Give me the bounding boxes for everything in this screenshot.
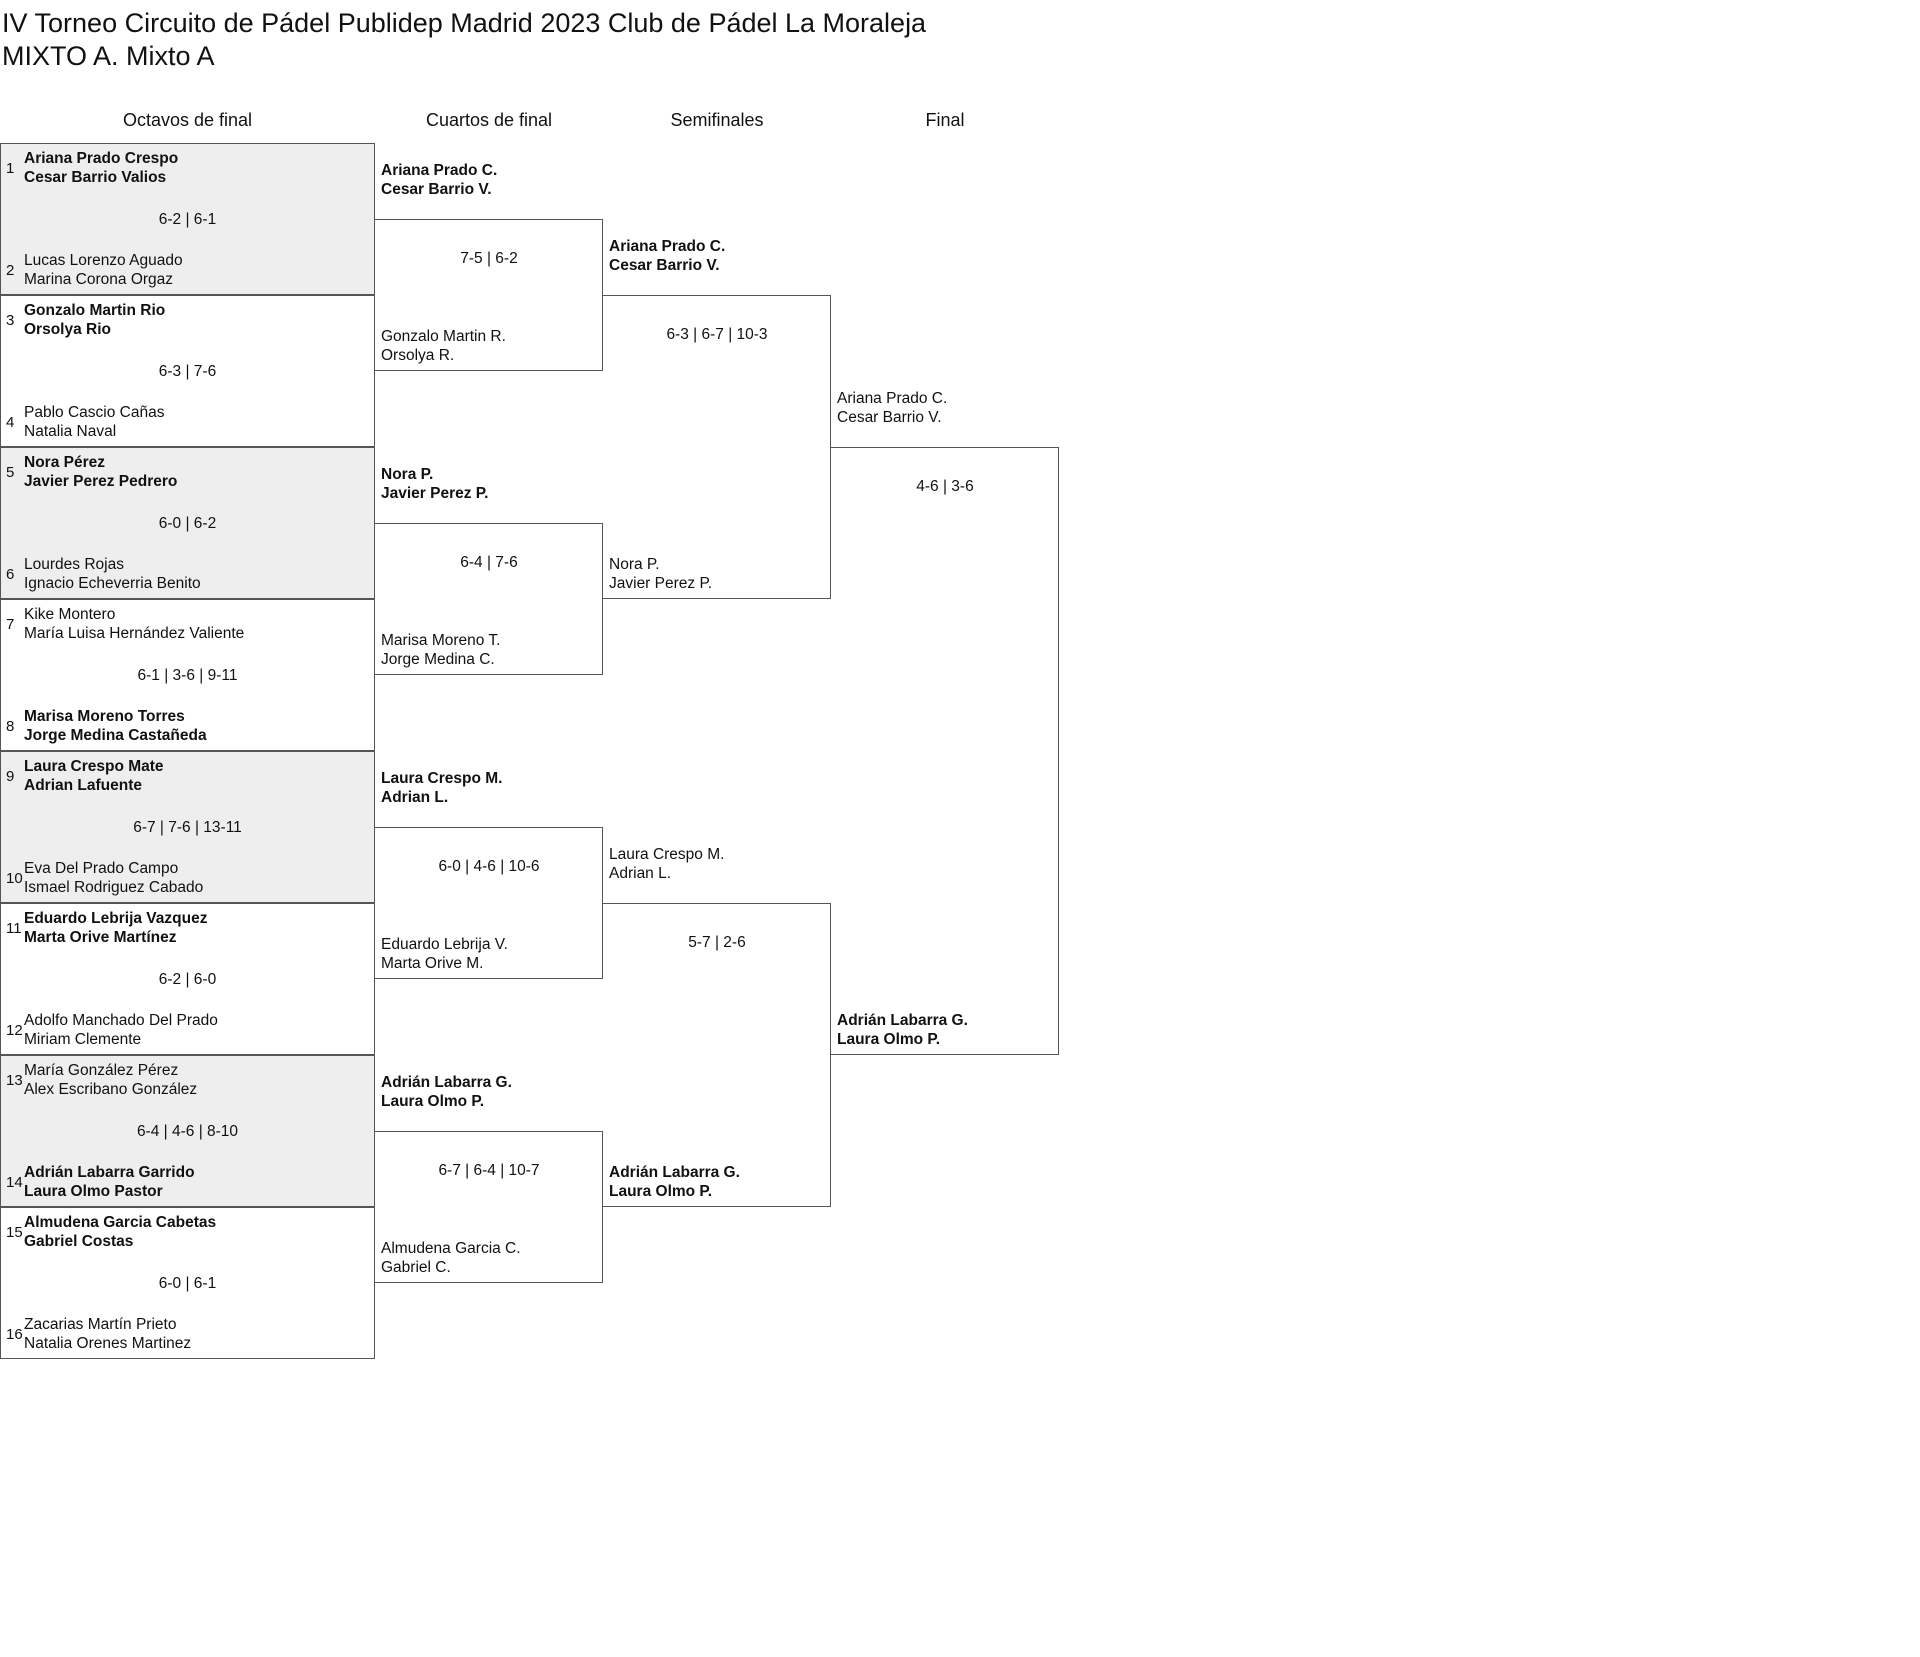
seed-number: 16 (6, 1326, 23, 1343)
team-pair (24, 251, 183, 289)
team-pair (381, 465, 488, 503)
player-name: Marisa Moreno T. (381, 632, 501, 649)
player-name: Javier Perez P. (381, 485, 489, 502)
seed-number: 15 (6, 1224, 23, 1241)
player-name: Adrián Labarra G. (609, 1164, 740, 1181)
player-name: Ismael Rodriguez Cabado (24, 879, 204, 896)
player-name: Gonzalo Martin Rio (24, 302, 166, 319)
player-name: Marina Corona Orgaz (24, 271, 174, 288)
team-pair (24, 859, 203, 897)
player-name: María Luisa Hernández Valiente (24, 625, 245, 642)
player-name: Lourdes Rojas (24, 556, 124, 573)
player-name: Cesar Barrio Valios (24, 169, 167, 186)
round-header-final: Final (925, 110, 965, 130)
player-name: Ariana Prado C. (609, 238, 726, 255)
player-name: Natalia Orenes Martinez (24, 1335, 192, 1352)
team-pair (381, 631, 500, 669)
player-name: Orsolya Rio (24, 321, 111, 338)
player-name: Adrian Lafuente (24, 777, 142, 794)
team-pair (24, 301, 165, 339)
match-score: 4-6 | 3-6 (916, 478, 974, 495)
player-name: Gabriel C. (381, 1259, 451, 1276)
player-name: Javier Perez P. (609, 575, 713, 592)
team-pair (381, 327, 506, 365)
seed-number: 3 (6, 312, 15, 329)
player-name: Jorge Medina C. (381, 651, 495, 668)
seed-number: 14 (6, 1174, 23, 1191)
player-name: Natalia Naval (24, 423, 117, 440)
seed-number: 7 (6, 616, 15, 633)
seed-number: 4 (6, 414, 15, 431)
team-pair (24, 757, 164, 795)
team-pair (609, 237, 725, 275)
player-name: Ignacio Echeverria Benito (24, 575, 201, 592)
player-name: Cesar Barrio V. (381, 181, 492, 198)
player-name: Marta Orive Martínez (24, 929, 177, 946)
match-score: 6-0 | 6-2 (158, 515, 217, 532)
player-name: Nora P. (381, 466, 434, 483)
seed-number: 13 (6, 1072, 23, 1089)
player-name: Laura Olmo P. (609, 1183, 713, 1200)
player-name: Gabriel Costas (24, 1233, 134, 1250)
team-pair (24, 555, 201, 593)
team-pair (24, 1011, 218, 1049)
player-name: Laura Crespo M. (609, 846, 725, 863)
player-name: Marisa Moreno Torres (24, 708, 185, 725)
match-score: 6-3 | 6-7 | 10-3 (666, 326, 768, 343)
player-name: Ariana Prado C. (381, 162, 498, 179)
player-name: Lucas Lorenzo Aguado (24, 252, 183, 269)
player-name: Nora Pérez (24, 454, 105, 471)
player-name: Laura Olmo Pastor (24, 1183, 163, 1200)
seed-number: 5 (6, 464, 15, 481)
player-name: Adrián Labarra G. (837, 1012, 968, 1029)
seed-number: 1 (6, 160, 15, 177)
player-name: Orsolya R. (381, 347, 455, 364)
seed-number: 10 (6, 870, 23, 887)
player-name: Kike Montero (24, 606, 116, 623)
match-score: 6-0 | 6-1 (158, 1275, 217, 1292)
player-name: Laura Crespo M. (381, 770, 503, 787)
player-name: Javier Perez Pedrero (24, 473, 178, 490)
match-box (831, 447, 1059, 1055)
match-score: 6-1 | 3-6 | 9-11 (137, 667, 238, 684)
team-pair (24, 605, 244, 643)
team-pair (24, 1061, 197, 1099)
player-name: Miriam Clemente (24, 1031, 142, 1048)
player-name: Eduardo Lebrija Vazquez (24, 910, 208, 927)
player-name: Nora P. (609, 556, 660, 573)
player-name: Eva Del Prado Campo (24, 860, 179, 877)
player-name: Ariana Prado C. (837, 390, 948, 407)
player-name: Jorge Medina Castañeda (24, 727, 207, 744)
player-name: Eduardo Lebrija V. (381, 936, 508, 953)
seed-number: 9 (6, 768, 15, 785)
team-pair (24, 707, 207, 745)
seed-number: 2 (6, 262, 15, 279)
match-score: 6-7 | 7-6 | 13-11 (133, 819, 242, 836)
seed-number: 8 (6, 718, 15, 735)
team-pair (381, 769, 502, 807)
team-pair (837, 1011, 968, 1049)
team-pair (24, 453, 177, 491)
player-name: Marta Orive M. (381, 955, 484, 972)
player-name: Almudena Garcia C. (381, 1240, 521, 1257)
match-score: 6-0 | 4-6 | 10-6 (438, 858, 540, 875)
player-name: Alex Escribano González (24, 1081, 198, 1098)
player-name: María González Pérez (24, 1062, 179, 1079)
seed-number: 11 (6, 920, 22, 937)
match-score: 5-7 | 2-6 (688, 934, 746, 951)
player-name: Gonzalo Martin R. (381, 328, 506, 345)
team-pair (24, 403, 164, 441)
player-name: Adolfo Manchado Del Prado (24, 1012, 218, 1029)
team-pair (837, 389, 947, 427)
team-pair (609, 555, 712, 593)
team-pair (381, 1239, 521, 1277)
match-score: 6-2 | 6-0 (158, 971, 217, 988)
team-pair (24, 909, 207, 947)
match-score: 7-5 | 6-2 (460, 250, 518, 267)
team-pair (609, 1163, 740, 1201)
seed-number: 6 (6, 566, 15, 583)
player-name: Cesar Barrio V. (837, 409, 942, 426)
match-score: 6-7 | 6-4 | 10-7 (438, 1162, 540, 1179)
round-header-octavos: Octavos de final (122, 110, 253, 130)
player-name: Adrián Labarra Garrido (24, 1164, 195, 1181)
player-name: Pablo Cascio Cañas (24, 404, 165, 421)
category-title: MIXTO A. Mixto A (2, 41, 215, 71)
player-name: Laura Olmo P. (381, 1093, 485, 1110)
player-name: Zacarias Martín Prieto (24, 1316, 177, 1333)
match-score: 6-3 | 7-6 (158, 363, 217, 380)
team-pair (24, 1163, 195, 1201)
player-name: Almudena Garcia Cabetas (24, 1214, 217, 1231)
player-name: Cesar Barrio V. (609, 257, 720, 274)
team-pair (24, 149, 178, 187)
team-pair (24, 1315, 191, 1353)
match-score: 6-2 | 6-1 (158, 211, 217, 228)
player-name: Adrian L. (381, 789, 449, 806)
round-header-semis: Semifinales (670, 110, 764, 130)
team-pair (24, 1213, 216, 1251)
team-pair (609, 845, 724, 883)
seed-number: 12 (6, 1022, 23, 1039)
team-pair (381, 1073, 512, 1111)
player-name: Ariana Prado Crespo (24, 150, 179, 167)
team-pair (381, 935, 508, 973)
match-score: 6-4 | 7-6 (460, 554, 518, 571)
tournament-title: IV Torneo Circuito de Pádel Publidep Madrid 2023 Club de Pádel La Moraleja (2, 8, 927, 38)
round-header-cuartos: Cuartos de final (425, 110, 553, 130)
player-name: Adrian L. (609, 865, 672, 882)
team-pair (381, 161, 497, 199)
match-score: 6-4 | 4-6 | 8-10 (136, 1123, 239, 1140)
player-name: Laura Olmo P. (837, 1031, 941, 1048)
player-name: Laura Crespo Mate (24, 758, 164, 775)
player-name: Adrián Labarra G. (381, 1074, 512, 1091)
